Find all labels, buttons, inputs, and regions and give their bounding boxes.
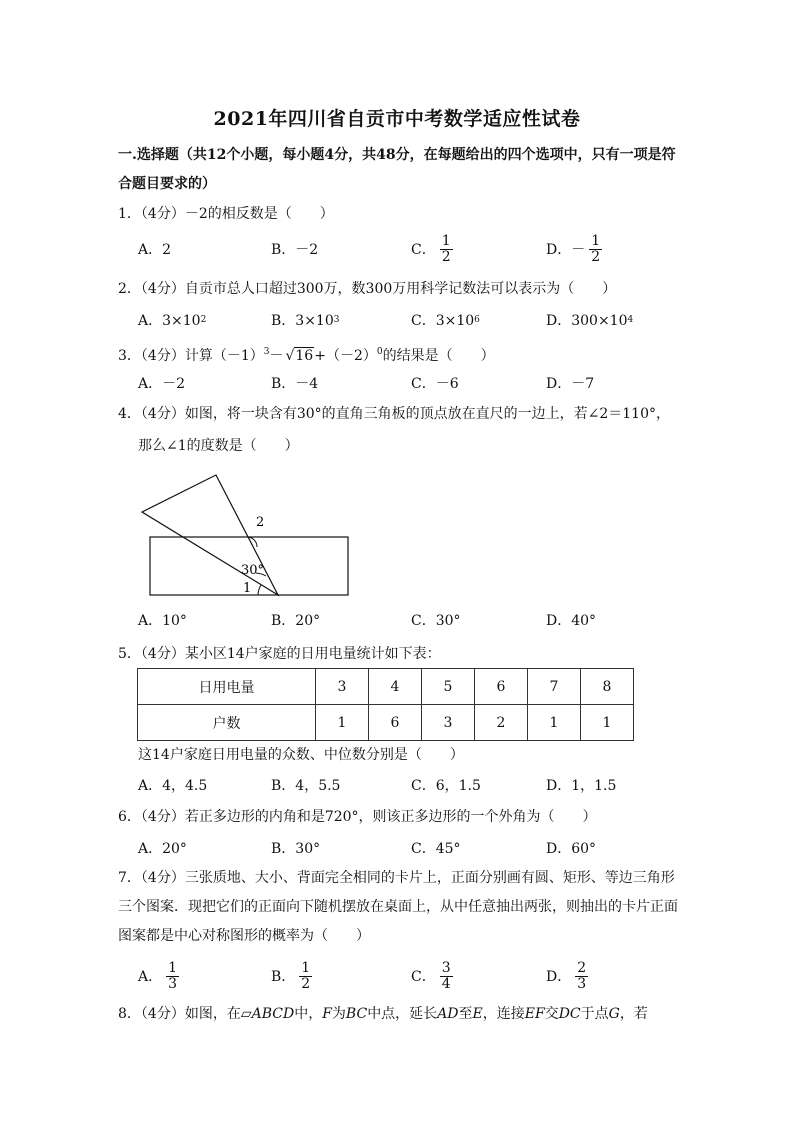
question-7-options bbox=[138, 961, 658, 991]
option-a: A．3×10 2 bbox=[138, 313, 207, 329]
option-c: C． $\frac{3}{4}$ bbox=[411, 959, 451, 992]
fraction: $\frac{1}{2}$ bbox=[441, 232, 451, 265]
square-root: √16 bbox=[285, 348, 314, 364]
table-cell: 6 bbox=[475, 669, 528, 705]
option-c: C．30° bbox=[411, 613, 461, 629]
option-d: D．40° bbox=[546, 613, 597, 629]
table-cell: 8 bbox=[581, 669, 634, 705]
option-b: B．20° bbox=[271, 613, 321, 629]
option-b: B．4，5.5 bbox=[271, 778, 341, 794]
question-5-options bbox=[138, 770, 658, 800]
table-row bbox=[138, 669, 634, 705]
table-cell: 5 bbox=[422, 669, 475, 705]
question-8: 8．（4分）如图，在▱ABCD中，F为BC中点，延长AD至E，连接EF交DC于点G，若 bbox=[118, 1006, 648, 1022]
table-cell: 1 bbox=[581, 705, 634, 741]
fraction: $\frac{1}{3}$ bbox=[168, 959, 178, 992]
angle-2-arc bbox=[246, 537, 257, 547]
option-a: A．10° bbox=[138, 613, 187, 629]
table-cell: 4 bbox=[369, 669, 422, 705]
angle-2-label: 2 bbox=[256, 515, 265, 530]
table-header-cell: 户数 bbox=[138, 705, 316, 741]
question-7: 7．（4分）三张质地、大小、背面完全相同的卡片上，正面分别画有圆、矩形、等边三角形三个图案．现把它们的正面向下随机摆放在桌面上，从中任意抽出两张，则抽出的卡片正面图案都是中心对称图形的概率为（ ） bbox=[118, 870, 678, 944]
option-c: C． $\frac{1}{2}$ bbox=[411, 232, 451, 265]
question-2: 2．（4分）自贡市总人口超过300万，数300万用科学记数法可以表示为（ ） bbox=[118, 281, 617, 297]
section-heading: 一.选择题（共12个小题，每小题4分，共48分，在每题给出的四个选项中，只有一项是符合题目要求的） bbox=[118, 147, 676, 192]
angle-1-arc bbox=[258, 585, 261, 595]
fraction: $\frac{1}{2}$ bbox=[301, 959, 311, 992]
table-cell: 2 bbox=[475, 705, 528, 741]
table-cell: 3 bbox=[422, 705, 475, 741]
option-c: C．3×10 6 bbox=[411, 313, 480, 329]
page-title: 2021年四川省自贡市中考数学适应性试卷 bbox=[213, 108, 581, 130]
table-header-cell: 日用电量 bbox=[138, 669, 316, 705]
fraction: $\frac{2}{3}$ bbox=[577, 959, 587, 992]
option-d: D． $\frac{2}{3}$ bbox=[546, 959, 587, 992]
option-d: D．60° bbox=[546, 841, 597, 857]
table-cell: 7 bbox=[528, 669, 581, 705]
question-5: 5．（4分）某小区14户家庭的日用电量统计如下表： bbox=[118, 646, 441, 662]
table-cell: 6 bbox=[369, 705, 422, 741]
table-cell: 3 bbox=[316, 669, 369, 705]
question-6: 6．（4分）若正多边形的内角和是720°，则该正多边形的一个外角为（ ） bbox=[118, 809, 597, 825]
fraction: $\frac{3}{4}$ bbox=[441, 959, 451, 992]
option-b: B．－2 bbox=[271, 242, 319, 258]
usage-table bbox=[137, 668, 634, 741]
table-cell: 1 bbox=[528, 705, 581, 741]
question-2-options bbox=[138, 305, 658, 335]
table-row bbox=[138, 705, 634, 741]
option-a: A．4，4.5 bbox=[138, 778, 208, 794]
option-b: B．3×10 3 bbox=[271, 313, 340, 329]
triangle-ruler-figure bbox=[130, 465, 370, 605]
angle-1-label: 1 bbox=[243, 581, 252, 596]
question-5-prompt: 这14户家庭日用电量的众数、中位数分别是（ ） bbox=[138, 747, 464, 763]
question-4-options bbox=[138, 605, 658, 635]
question-1-options bbox=[138, 234, 658, 264]
option-c: C．45° bbox=[411, 841, 461, 857]
option-c: C．6，1.5 bbox=[411, 778, 481, 794]
option-d: D．1，1.5 bbox=[546, 778, 617, 794]
question-1: 1．（4分）－2的相反数是（ ） bbox=[118, 206, 334, 222]
option-a: A．20° bbox=[138, 841, 187, 857]
question-6-options bbox=[138, 833, 658, 863]
table-cell: 1 bbox=[316, 705, 369, 741]
question-3: 3．（4分）计算$(-1)^3- √16+(-2)^0$的结果是（ ） bbox=[118, 347, 495, 364]
angle-30-label: 30° bbox=[241, 563, 265, 578]
option-c: C．－6 bbox=[411, 376, 459, 392]
question-4-line-2: 那么∠1的度数是（ ） bbox=[138, 438, 299, 454]
question-3-options bbox=[138, 368, 658, 398]
option-d: D．－ $\frac{1}{2}$ bbox=[546, 232, 601, 265]
option-a: A． $\frac{1}{3}$ bbox=[138, 959, 178, 992]
option-b: B． $\frac{1}{2}$ bbox=[271, 959, 311, 992]
option-d: D．－7 bbox=[546, 376, 595, 392]
question-4-line-1: 4．（4分）如图，将一块含有30°的直角三角板的顶点放在直尺的一边上，若∠2＝110°， bbox=[118, 406, 670, 422]
option-b: B．－4 bbox=[271, 376, 319, 392]
option-a: A．2 bbox=[138, 242, 172, 258]
option-a: A．－2 bbox=[138, 376, 186, 392]
option-d: D．300×10 4 bbox=[546, 313, 634, 329]
fraction: $\frac{1}{2}$ bbox=[591, 232, 601, 265]
option-b: B．30° bbox=[271, 841, 321, 857]
